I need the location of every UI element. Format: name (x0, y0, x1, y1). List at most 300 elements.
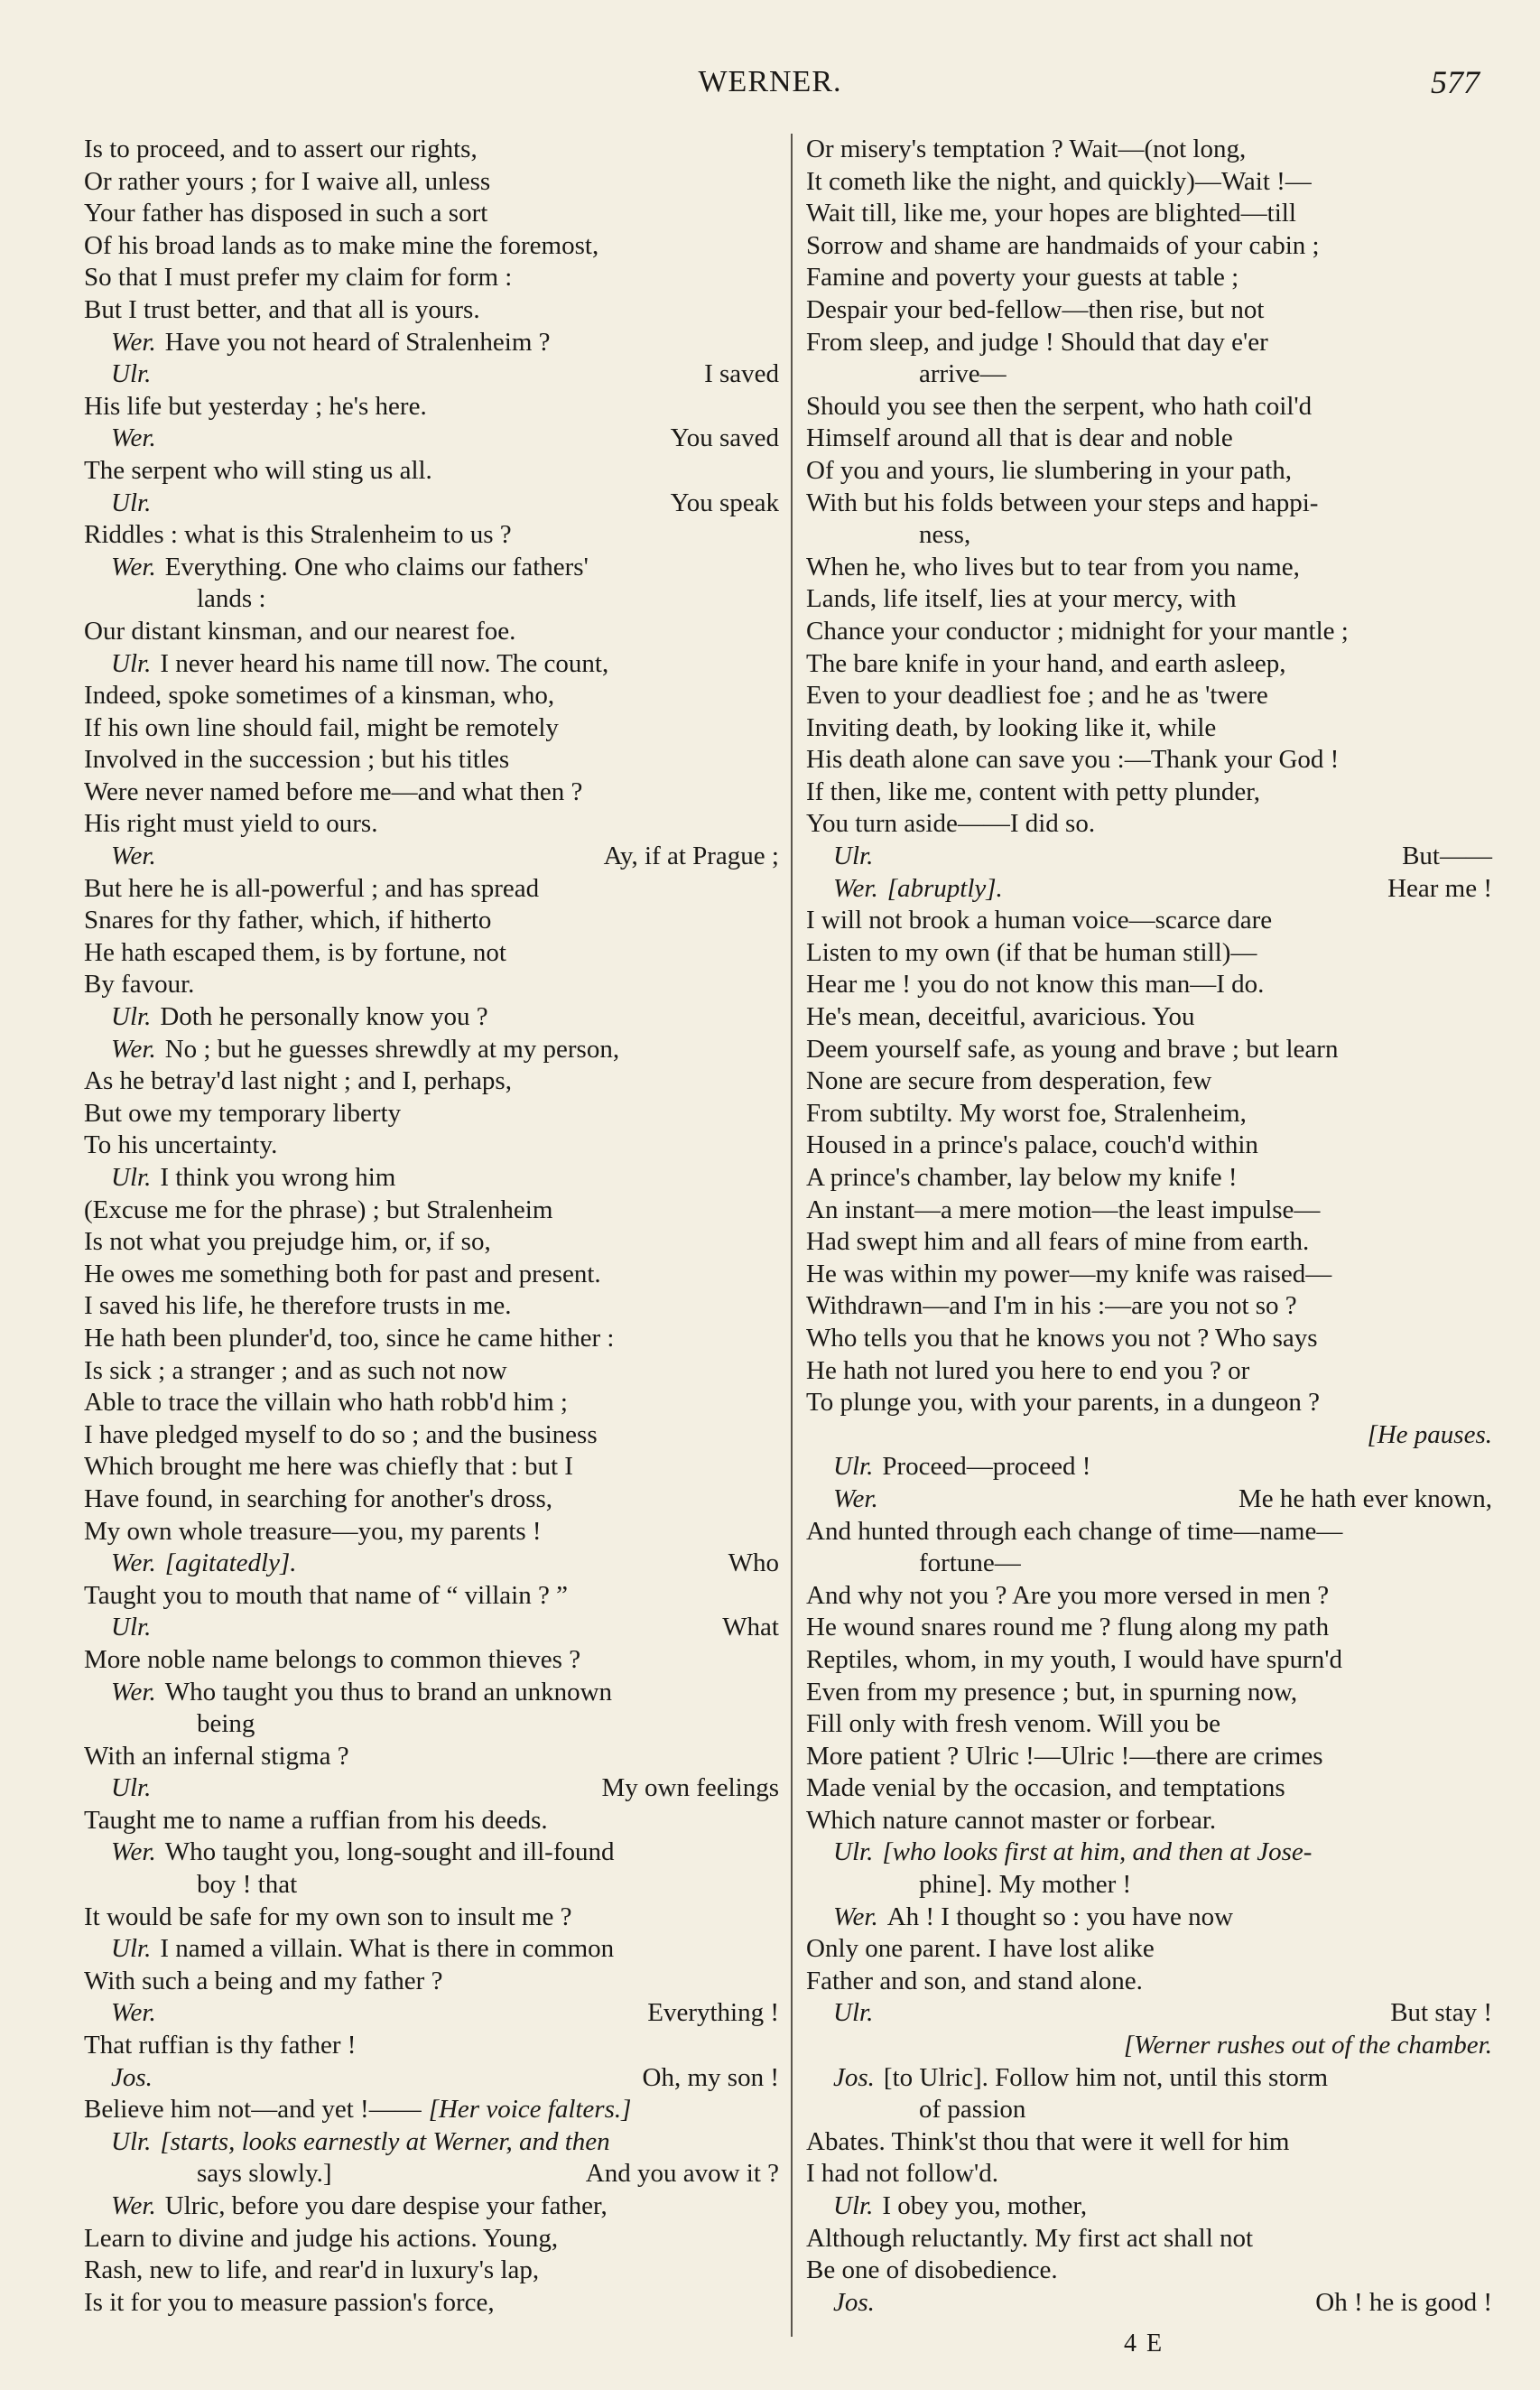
line-text: A prince's chamber, lay below my knife ! (806, 1163, 1238, 1192)
left-column (84, 134, 779, 2319)
verse-line (806, 616, 1492, 648)
stage-direction: [starts, looks earnestly at Werner, and then (160, 2126, 610, 2156)
line-text: Learn to divine and judge his actions. Young, (84, 2223, 559, 2253)
speaker-name: Ulr. (111, 359, 152, 389)
line-text: His death alone can save you :—Thank your God ! (806, 745, 1340, 775)
verse-line (806, 680, 1492, 712)
line-right-text: Ay, if at Prague ; (603, 842, 779, 871)
verse-line (806, 1323, 1492, 1355)
line-text: I never heard his name till now. The count, (160, 648, 609, 678)
verse-line (806, 519, 1492, 552)
line-right-text: What (722, 1613, 779, 1642)
line-right-text: Oh, my son ! (642, 2062, 779, 2092)
verse-line (84, 1355, 779, 1388)
line-right-text: But—— (1402, 842, 1492, 871)
verse-line (84, 1805, 779, 1837)
line-text: Should you see then the serpent, who hath coil'd (806, 391, 1313, 421)
verse-line (806, 712, 1492, 745)
line-text: Everything. One who claims our fathers' (164, 552, 589, 581)
verse-line (84, 2190, 779, 2223)
verse-line (84, 1741, 779, 1773)
line-text: Doth he personally know you ? (160, 1002, 488, 1032)
speaker-name: Ulr. (833, 842, 874, 871)
verse-line (84, 1902, 779, 1934)
line-text: But here he is all-powerful ; and has spread (84, 873, 540, 903)
verse-line (806, 1708, 1492, 1741)
line-text: Is sick ; a stranger ; and as such not now (84, 1355, 507, 1385)
verse-line (84, 455, 779, 488)
line-text: Who taught you, long-sought and ill-found (164, 1837, 615, 1867)
line-text: Even from my presence ; but, in spurning now, (806, 1677, 1298, 1706)
verse-line (84, 1290, 779, 1323)
line-text: An instant—a mere motion—the least impulse— (806, 1195, 1321, 1224)
verse-line (806, 134, 1492, 166)
line-text: He was within my power—my knife was raised— (806, 1259, 1332, 1288)
line-text: I will not brook a human voice—scarce dare (806, 906, 1273, 935)
verse-line (806, 1869, 1492, 1902)
line-continuation: boy ! that (197, 1870, 298, 1900)
line-text: Fill only with fresh venom. Will you be (806, 1709, 1221, 1739)
verse-line (84, 905, 779, 937)
line-text: My own whole treasure—you, my parents ! (84, 1516, 542, 1546)
speaker-name: Wer. (833, 1483, 878, 1513)
line-text: None are secure from desperation, few (806, 1066, 1212, 1096)
speaker-name: Wer. (111, 842, 156, 871)
line-text: As he betray'd last night ; and I, perhaps, (84, 1066, 512, 1096)
line-text: Taught me to name a ruffian from his deeds. (84, 1805, 548, 1835)
line-right-text: And you avow it ? (585, 2159, 779, 2189)
speaker-name: Ulr. (111, 488, 152, 517)
verse-line (84, 1419, 779, 1452)
line-text: And why not you ? Are you more versed in men ? (806, 1580, 1330, 1610)
verse-line (84, 1548, 779, 1580)
line-text: Famine and poverty your guests at table ; (806, 263, 1239, 293)
line-text: (Excuse me for the phrase) ; but Stralenheim (84, 1195, 553, 1224)
line-right-text: Everything ! (647, 1998, 779, 2028)
line-text: When he, who lives but to tear from you name, (806, 552, 1300, 581)
verse-line (806, 2094, 1492, 2126)
line-text: You turn aside——I did so. (806, 809, 1096, 839)
verse-line (84, 230, 779, 263)
line-right-text: But stay ! (1390, 1998, 1492, 2028)
verse-line (84, 680, 779, 712)
speaker-name: Wer. (833, 1902, 878, 1931)
line-right-text: [Werner rushes out of the chamber. (1123, 2031, 1492, 2060)
verse-line (84, 294, 779, 327)
line-text: Listen to my own (if that be human still)— (806, 937, 1257, 967)
line-text: Or rather yours ; for I waive all, unless (84, 166, 491, 196)
verse-line (806, 1483, 1492, 1516)
verse-line (84, 134, 779, 166)
verse-line (84, 1933, 779, 1966)
line-text: Had swept him and all fears of mine from earth. (806, 1227, 1310, 1257)
speaker-name: Jos. (833, 2062, 875, 2092)
speaker-name: Ulr. (833, 1452, 874, 1482)
verse-line (806, 1065, 1492, 1098)
verse-line (84, 744, 779, 777)
verse-line (84, 1451, 779, 1483)
verse-line (806, 1644, 1492, 1677)
verse-line (806, 1580, 1492, 1613)
verse-line (84, 583, 779, 616)
verse-line (806, 1451, 1492, 1483)
line-text: [to Ulric]. Follow him not, until this storm (883, 2062, 1329, 2092)
verse-line (84, 2094, 779, 2126)
line-text: Although reluctantly. My first act shall not (806, 2223, 1254, 2253)
line-text: Able to trace the villain who hath robb'd him ; (84, 1388, 568, 1418)
verse-line (84, 1001, 779, 1034)
verse-line (806, 1387, 1492, 1419)
line-text: Of his broad lands as to make mine the foremost, (84, 230, 599, 260)
line-text: Is not what you prejudge him, or, if so, (84, 1227, 491, 1257)
line-right-text: You saved (670, 423, 779, 453)
line-text: With such a being and my father ? (84, 1966, 443, 1995)
line-text: Which nature cannot master or forbear. (806, 1805, 1217, 1835)
line-right-text: You speak (670, 488, 779, 517)
line-continuation: being (197, 1709, 255, 1739)
speaker-name: Wer. (111, 552, 156, 581)
verse-line (84, 423, 779, 455)
verse-line (806, 1902, 1492, 1934)
verse-line (806, 1098, 1492, 1130)
line-text: To plunge you, with your parents, in a dungeon ? (806, 1388, 1320, 1418)
verse-line (84, 1966, 779, 1998)
verse-line (84, 2126, 779, 2159)
verse-line (806, 1226, 1492, 1259)
verse-line (806, 1837, 1492, 1869)
line-text: Made venial by the occasion, and temptations (806, 1773, 1285, 1803)
verse-line (84, 166, 779, 199)
verse-line (806, 648, 1492, 681)
verse-line (84, 2255, 779, 2287)
verse-line (84, 2223, 779, 2255)
line-continuation: says slowly.] (197, 2159, 332, 2189)
line-continuation: arrive— (919, 359, 1007, 389)
verse-line (84, 552, 779, 584)
line-text: Who taught you thus to brand an unknown (164, 1677, 613, 1706)
line-continuation: lands : (197, 584, 266, 614)
verse-line (84, 841, 779, 873)
line-text: To his uncertainty. (84, 1130, 278, 1160)
line-text: Indeed, spoke sometimes of a kinsman, who, (84, 681, 555, 711)
line-text: From sleep, and judge ! Should that day e'er (806, 327, 1268, 357)
verse-line (806, 358, 1492, 391)
verse-line (806, 2126, 1492, 2159)
verse-line (84, 1387, 779, 1419)
line-text: Despair your bed-fellow—then rise, but not (806, 294, 1265, 324)
verse-line (806, 488, 1492, 520)
line-text: Reptiles, whom, in my youth, I would have spurn'd (806, 1644, 1343, 1674)
stage-direction: [who looks first at him, and then at Jose- (882, 1837, 1313, 1867)
line-text: Even to your deadliest foe ; and he as 'twere (806, 681, 1268, 711)
line-text: Only one parent. I have lost alike (806, 1934, 1155, 1964)
line-text: Which brought me here was chiefly that : but I (84, 1452, 573, 1482)
verse-line (84, 1644, 779, 1677)
verse-line (806, 1612, 1492, 1644)
line-text: Inviting death, by looking like it, while (806, 712, 1217, 742)
line-text: It cometh like the night, and quickly)—Wait !— (806, 166, 1312, 196)
verse-line (84, 1580, 779, 1613)
verse-line (84, 712, 779, 745)
verse-line (806, 808, 1492, 841)
verse-line (84, 519, 779, 552)
verse-line (806, 198, 1492, 230)
line-text: Have you not heard of Stralenheim ? (164, 327, 551, 357)
stage-direction: [abruptly]. (886, 873, 1003, 903)
line-text: I think you wrong him (160, 1163, 396, 1192)
line-continuation: phine]. My mother ! (919, 1870, 1132, 1900)
page-number: 577 (1431, 64, 1480, 100)
speaker-name: Ulr. (833, 2191, 874, 2220)
verse-line (806, 230, 1492, 263)
verse-line (84, 488, 779, 520)
verse-line (84, 1034, 779, 1066)
line-text: More noble name belongs to common thieves ? (84, 1644, 581, 1674)
verse-line (84, 1065, 779, 1098)
verse-line (806, 1162, 1492, 1195)
line-right-text: Hear me ! (1387, 873, 1492, 903)
line-text: Ah ! I thought so : you have now (886, 1902, 1234, 1931)
verse-line (806, 2158, 1492, 2190)
line-right-text: Who (728, 1548, 779, 1578)
verse-line (84, 1130, 779, 1162)
speaker-name: Jos. (111, 2062, 153, 2092)
line-text: He hath escaped them, is by fortune, not (84, 937, 506, 967)
speaker-name: Ulr. (111, 2126, 152, 2156)
verse-line (806, 1355, 1492, 1388)
line-text: By favour. (84, 970, 195, 1000)
right-column (806, 134, 1492, 2319)
line-text: Your father has disposed in such a sort (84, 199, 488, 228)
verse-line (806, 905, 1492, 937)
verse-line (806, 1034, 1492, 1066)
line-continuation: ness, (919, 520, 971, 550)
line-text: Housed in a prince's palace, couch'd within (806, 1130, 1258, 1160)
verse-line (806, 166, 1492, 199)
speaker-name: Ulr. (111, 1613, 152, 1642)
verse-line (84, 1483, 779, 1516)
line-text: Sorrow and shame are handmaids of your cabin ; (806, 230, 1320, 260)
verse-line (806, 1772, 1492, 1805)
column-divider (791, 134, 793, 2337)
line-text: I had not follow'd. (806, 2159, 999, 2189)
line-right-text: I saved (704, 359, 779, 389)
verse-line (84, 1677, 779, 1709)
verse-line (84, 616, 779, 648)
line-text: Father and son, and stand alone. (806, 1966, 1143, 1995)
line-text: Our distant kinsman, and our nearest foe. (84, 616, 516, 646)
line-text: He owes me something both for past and present. (84, 1259, 601, 1288)
speaker-name: Wer. (111, 1998, 156, 2028)
line-right-text: [He pauses. (1367, 1419, 1492, 1449)
line-text: Or misery's temptation ? Wait—(not long, (806, 135, 1247, 163)
line-text: He wound snares round me ? flung along my path (806, 1613, 1330, 1642)
verse-line (806, 583, 1492, 616)
verse-line (806, 1290, 1492, 1323)
verse-line (806, 391, 1492, 423)
line-text: Have found, in searching for another's dross, (84, 1483, 553, 1513)
speaker-name: Wer. (111, 1837, 156, 1867)
verse-line (806, 1548, 1492, 1580)
verse-line (84, 969, 779, 1001)
line-continuation: fortune— (919, 1548, 1021, 1578)
verse-line (806, 777, 1492, 809)
line-text: I obey you, mother, (882, 2191, 1088, 2220)
verse-line (84, 1259, 779, 1291)
verse-line (806, 2190, 1492, 2223)
line-text: No ; but he guesses shrewdly at my person, (164, 1034, 620, 1064)
line-text: That ruffian is thy father ! (84, 2031, 357, 2060)
line-text: I have pledged myself to do so ; and the business (84, 1419, 598, 1449)
line-text: Were never named before me—and what then ? (84, 777, 583, 806)
line-text: Be one of disobedience. (806, 2255, 1058, 2285)
verse-line (84, 1195, 779, 1227)
line-text: Who tells you that he knows you not ? Who says (806, 1323, 1318, 1353)
verse-line (806, 1130, 1492, 1162)
speaker-name: Ulr. (111, 1163, 152, 1192)
verse-line (84, 391, 779, 423)
verse-line (806, 1741, 1492, 1773)
verse-line (84, 1708, 779, 1741)
line-text: More patient ? Ulric !—Ulric !—there are crimes (806, 1741, 1323, 1771)
line-text: With but his folds between your steps and happi- (806, 488, 1319, 517)
line-text: Ulric, before you dare despise your father, (164, 2191, 608, 2220)
verse-line (806, 2223, 1492, 2255)
line-text: Believe him not—and yet !—— (84, 2095, 422, 2125)
speaker-name: Jos. (833, 2287, 875, 2317)
line-text: I named a villain. What is there in common (160, 1934, 615, 1964)
verse-line (84, 1869, 779, 1902)
verse-line (84, 1772, 779, 1805)
line-text: It would be safe for my own son to insult me ? (84, 1902, 572, 1931)
line-text: I saved his life, he therefore trusts in me. (84, 1291, 512, 1321)
verse-line (806, 1997, 1492, 2030)
verse-line (806, 1966, 1492, 1998)
speaker-name: Wer. (111, 327, 156, 357)
verse-line (806, 1933, 1492, 1966)
verse-line (84, 1516, 779, 1548)
speaker-name: Wer. (111, 1677, 156, 1706)
line-text: Hear me ! you do not know this man—I do. (806, 970, 1265, 1000)
verse-line (84, 1162, 779, 1195)
verse-line (806, 2287, 1492, 2320)
verse-line (806, 455, 1492, 488)
verse-line (806, 552, 1492, 584)
stage-direction: [agitatedly]. (164, 1548, 297, 1578)
verse-line (806, 873, 1492, 906)
line-text: If then, like me, content with petty plunder, (806, 777, 1260, 806)
verse-line (84, 1837, 779, 1869)
verse-line (806, 1259, 1492, 1291)
line-text: Riddles : what is this Stralenheim to us ? (84, 520, 512, 550)
speaker-name: Wer. (833, 873, 878, 903)
verse-line (806, 1195, 1492, 1227)
verse-line (806, 2030, 1492, 2062)
line-text: His right must yield to ours. (84, 809, 378, 839)
line-text: The bare knife in your hand, and earth asleep, (806, 648, 1286, 678)
stage-direction: [Her voice falters.] (428, 2095, 632, 2125)
verse-line (84, 2030, 779, 2062)
verse-line (84, 648, 779, 681)
line-text: Taught you to mouth that name of “ villain ? ” (84, 1580, 568, 1610)
verse-line (84, 358, 779, 391)
verse-line (806, 1516, 1492, 1548)
verse-line (84, 327, 779, 359)
speaker-name: Wer. (111, 1034, 156, 1064)
line-continuation: of passion (919, 2095, 1026, 2125)
line-right-text: Oh ! he is good ! (1315, 2287, 1492, 2317)
speaker-name: Ulr. (833, 1837, 874, 1867)
verse-line (806, 2062, 1492, 2095)
line-text: Snares for thy father, which, if hitherto (84, 906, 492, 935)
verse-line (806, 423, 1492, 455)
verse-line (806, 937, 1492, 970)
verse-line (84, 2287, 779, 2320)
verse-line (806, 1001, 1492, 1034)
verse-line (84, 1323, 779, 1355)
line-right-text: My own feelings (601, 1773, 779, 1803)
line-text: He hath been plunder'd, too, since he came hither : (84, 1323, 615, 1353)
line-text: Of you and yours, lie slumbering in your path, (806, 455, 1293, 485)
verse-line (84, 1997, 779, 2030)
speaker-name: Wer. (111, 1548, 156, 1578)
verse-line (84, 1612, 779, 1644)
line-text: Is to proceed, and to assert our rights, (84, 135, 478, 163)
line-text: With an infernal stigma ? (84, 1741, 349, 1771)
line-text: If his own line should fail, might be remotely (84, 712, 559, 742)
verse-line (84, 262, 779, 294)
line-text: Rash, new to life, and rear'd in luxury's lap, (84, 2255, 540, 2285)
speaker-name: Wer. (111, 423, 156, 453)
verse-line (84, 937, 779, 970)
speaker-name: Ulr. (111, 648, 152, 678)
line-text: The serpent who will sting us all. (84, 455, 432, 485)
verse-line (806, 841, 1492, 873)
verse-line (806, 327, 1492, 359)
verse-line (84, 1226, 779, 1259)
verse-line (806, 969, 1492, 1001)
verse-line (806, 2255, 1492, 2287)
verse-line (806, 1677, 1492, 1709)
verse-line (84, 2062, 779, 2095)
line-text: Withdrawn—and I'm in his :—are you not so ? (806, 1291, 1297, 1321)
verse-line (84, 873, 779, 906)
line-text: Abates. Think'st thou that were it well for him (806, 2126, 1290, 2156)
speaker-name: Wer. (111, 2191, 156, 2220)
line-text: Chance your conductor ; midnight for your mantle ; (806, 616, 1349, 646)
line-text: He's mean, deceitful, avaricious. You (806, 1002, 1195, 1032)
verse-line (806, 262, 1492, 294)
line-text: Deem yourself safe, as young and brave ; but learn (806, 1034, 1339, 1064)
speaker-name: Ulr. (111, 1002, 152, 1032)
line-text: But I trust better, and that all is yours. (84, 294, 480, 324)
running-header: WERNER. (698, 65, 842, 98)
line-text: His life but yesterday ; he's here. (84, 391, 427, 421)
verse-line (806, 1805, 1492, 1837)
line-text: He hath not lured you here to end you ? or (806, 1355, 1250, 1385)
line-text: Wait till, like me, your hopes are blighted—till (806, 199, 1296, 228)
verse-line (84, 808, 779, 841)
line-text: Involved in the succession ; but his titles (84, 745, 510, 775)
line-text: Proceed—proceed ! (882, 1452, 1091, 1482)
verse-line (806, 1419, 1492, 1452)
line-text: From subtilty. My worst foe, Stralenheim, (806, 1098, 1247, 1128)
speaker-name: Ulr. (833, 1998, 874, 2028)
verse-line (84, 777, 779, 809)
signature-mark: 4 E (1124, 2330, 1164, 2357)
verse-line (84, 1098, 779, 1130)
line-text: So that I must prefer my claim for form : (84, 263, 513, 293)
